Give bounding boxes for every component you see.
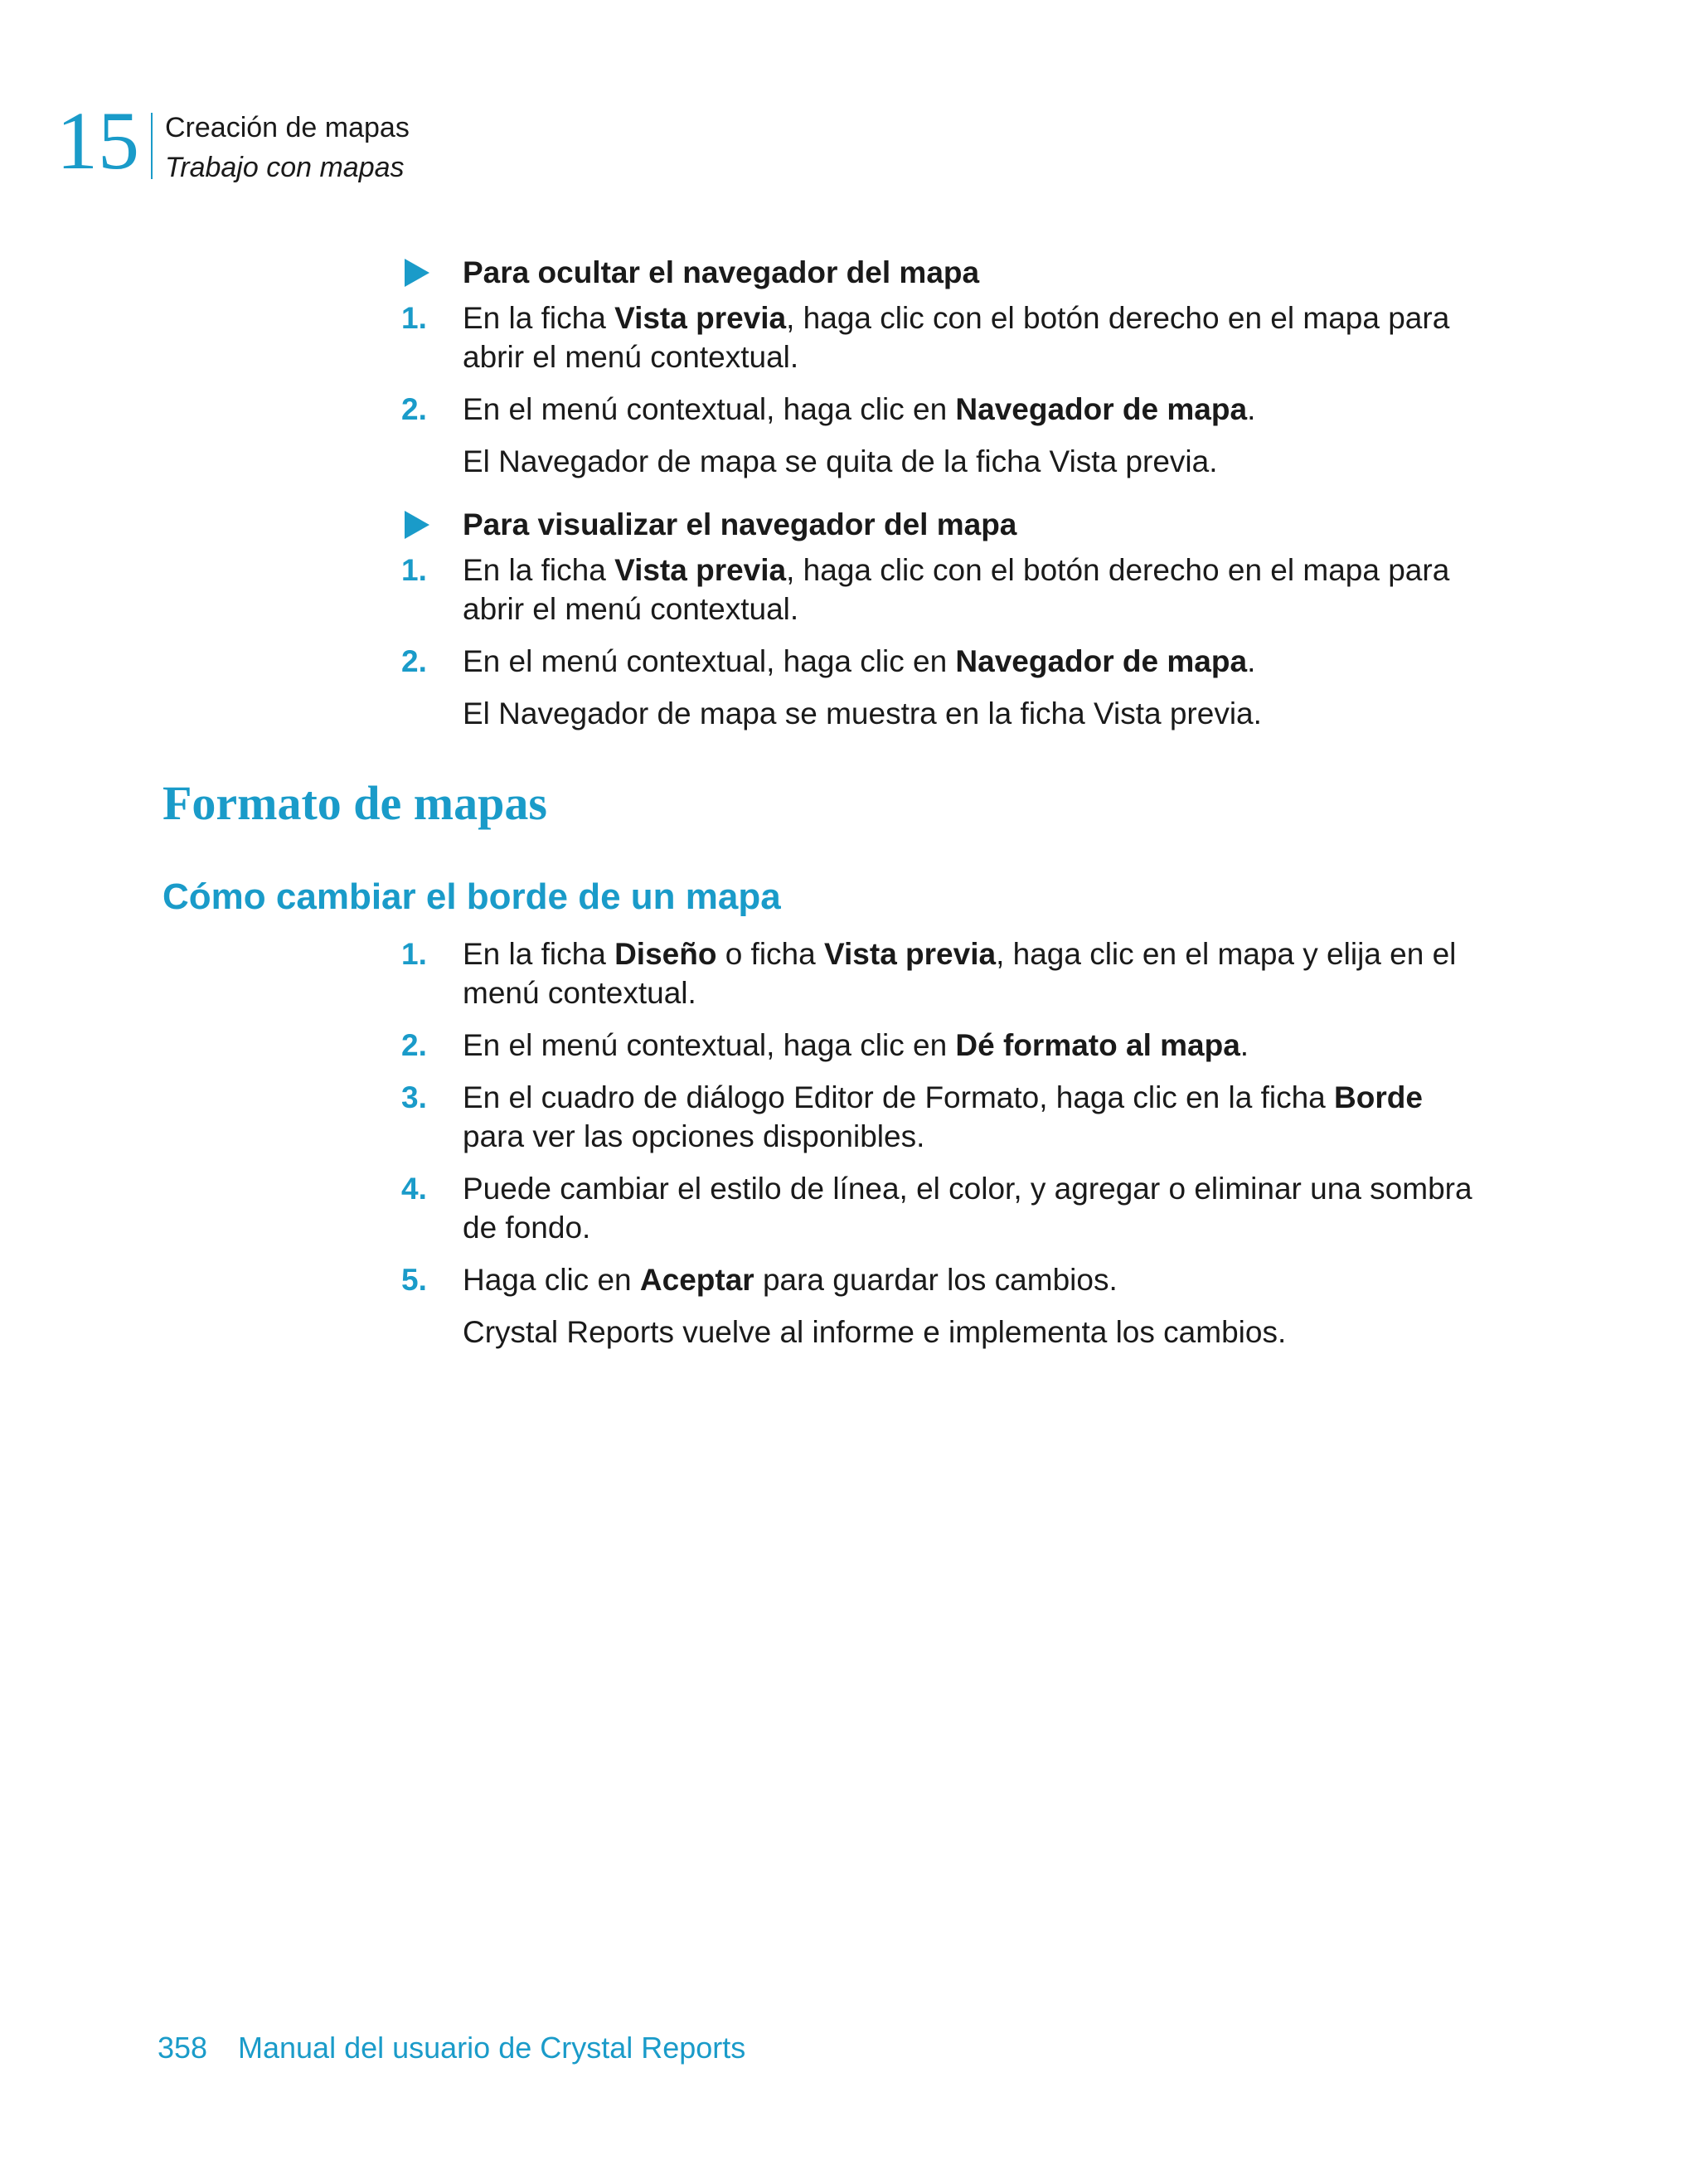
step-text: En el menú contextual, haga clic en Navegador de mapa. xyxy=(463,392,1256,426)
step-number: 2. xyxy=(401,644,427,678)
page-number: 358 xyxy=(158,2031,208,2065)
step-text: En la ficha Vista previa, haga clic con el botón derecho en el mapa para abrir el menú contextual. xyxy=(463,301,1450,374)
step-result: Crystal Reports vuelve al informe e implementa los cambios. xyxy=(463,1315,1287,1349)
step-text: En el menú contextual, haga clic en Navegador de mapa. xyxy=(463,644,1256,678)
step-text: En el cuadro de diálogo Editor de Formato, haga clic en la ficha Borde para ver las opciones disponibles. xyxy=(463,1080,1423,1153)
procedure-title: Para ocultar el navegador del mapa xyxy=(463,255,980,289)
step-text: En la ficha Diseño o ficha Vista previa, haga clic en el mapa y elija en el menú contextual. xyxy=(463,937,1457,1010)
step-number: 1. xyxy=(401,301,427,335)
step-result: El Navegador de mapa se muestra en la ficha Vista previa. xyxy=(463,696,1262,730)
step-number: 2. xyxy=(401,392,427,426)
chapter-title: Creación de mapas xyxy=(165,112,410,143)
chapter-number: 15 xyxy=(56,95,139,187)
step-result: El Navegador de mapa se quita de la ficha Vista previa. xyxy=(463,444,1218,478)
step-number: 5. xyxy=(401,1263,427,1297)
header-divider xyxy=(151,113,153,179)
book-title: Manual del usuario de Crystal Reports xyxy=(238,2031,746,2065)
step-text: Puede cambiar el estilo de línea, el color, y agregar o eliminar una sombra de fondo. xyxy=(463,1172,1472,1245)
step-text: En la ficha Vista previa, haga clic con el botón derecho en el mapa para abrir el menú contextual. xyxy=(463,553,1450,626)
step-text: Haga clic en Aceptar para guardar los cambios. xyxy=(463,1263,1118,1297)
procedure-title: Para visualizar el navegador del mapa xyxy=(463,507,1017,541)
step-text: En el menú contextual, haga clic en Dé formato al mapa. xyxy=(463,1028,1249,1062)
section-title: Trabajo con mapas xyxy=(165,152,405,183)
section-heading: Formato de mapas xyxy=(163,776,547,830)
step-number: 1. xyxy=(401,937,427,971)
procedure-arrow-icon xyxy=(405,511,429,539)
step-number: 2. xyxy=(401,1028,427,1062)
step-number: 3. xyxy=(401,1080,427,1114)
procedure-arrow-icon xyxy=(405,259,429,287)
step-number: 1. xyxy=(401,553,427,587)
subsection-heading: Cómo cambiar el borde de un mapa xyxy=(163,876,781,917)
step-number: 4. xyxy=(401,1172,427,1206)
